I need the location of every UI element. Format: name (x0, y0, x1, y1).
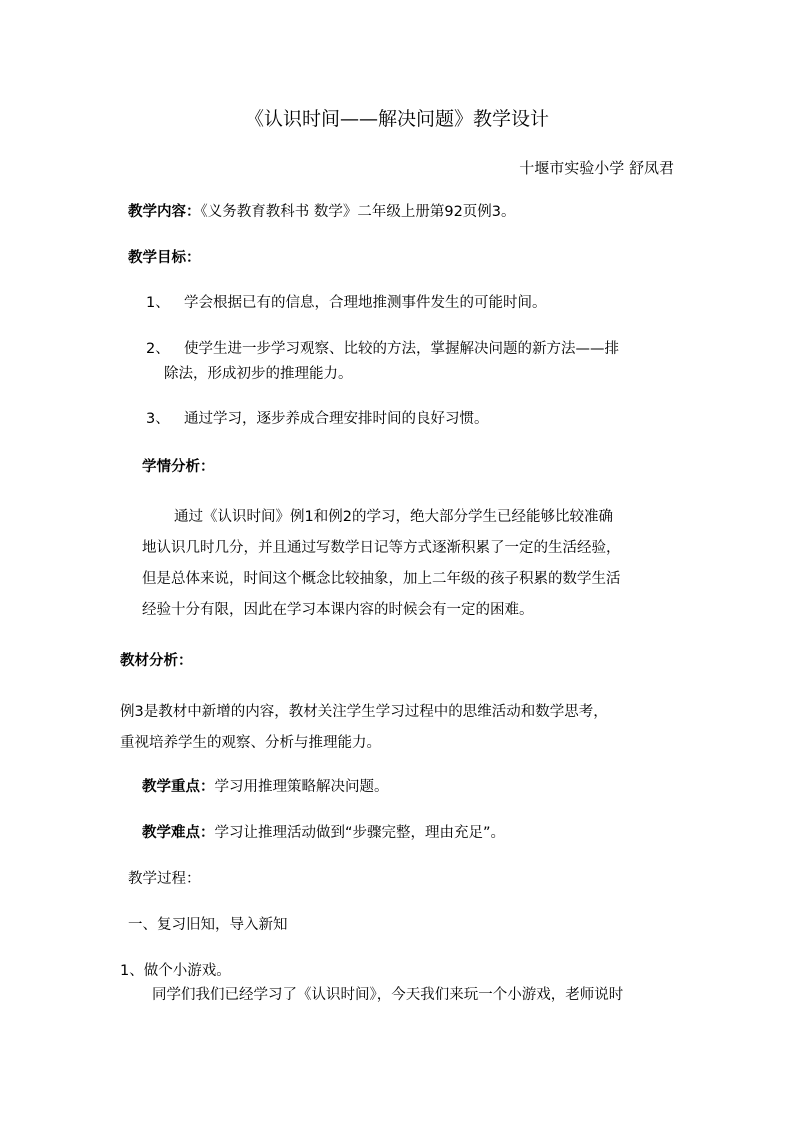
learning-paragraph-line: 通过《认识时间》例1和例2的学习，绝大部分学生已经能够比较准确 (174, 509, 613, 525)
material-paragraph-line: 重视培养学生的观察、分析与推理能力。 (120, 735, 381, 751)
section-heading: 一、复习旧知，导入新知 (128, 917, 288, 933)
goal-number: 3、 (146, 411, 170, 427)
learning-paragraph-line: 但是总体来说，时间这个概念比较抽象，加上二年级的孩子积累的数学生活 (142, 571, 621, 587)
material-paragraph-line: 例3是教材中新增的内容，教材关注学生学习过程中的思维活动和数学思考， (120, 704, 608, 720)
key-point-label: 教学重点： (142, 779, 215, 795)
learning-paragraph-line: 经验十分有限，因此在学习本课内容的时候会有一定的困难。 (142, 602, 534, 618)
goal-item-3 (146, 409, 489, 429)
content-text: 《义务教育教科书 数学》二年级上册第92页例3。 (200, 204, 516, 220)
step-paragraph-line: 同学们我们已经学习了《认识时间》，今天我们来玩一个小游戏，老师说时 (152, 987, 624, 1003)
goal-text: 通过学习，逐步养成合理安排时间的良好习惯。 (184, 411, 489, 427)
process-heading: 教学过程： (128, 871, 201, 887)
difficulty-text: 学习让推理活动做到“步骤完整，理由充足”。 (214, 825, 506, 841)
key-point-line (142, 777, 389, 797)
key-point-text: 学习用推理策略解决问题。 (214, 779, 389, 795)
goal-item-1 (146, 293, 547, 313)
goal-number: 2、 (146, 341, 170, 357)
difficulty-line (142, 823, 505, 843)
goal-text: 使学生进一步学习观察、比较的方法，掌握解决问题的新方法——排 (184, 341, 619, 357)
goal-number: 1、 (146, 295, 170, 311)
learning-heading: 学情分析： (142, 459, 215, 475)
difficulty-label: 教学难点： (142, 825, 215, 841)
learning-paragraph-line: 地认识几时几分，并且通过写数学日记等方式逐渐积累了一定的生活经验， (142, 540, 621, 556)
content-line (128, 202, 516, 222)
author-line: 十堰市实验小学 舒凤君 (519, 159, 674, 177)
document-title: 《认识时间——解决问题》教学设计 (244, 108, 549, 130)
goal-item-2 (146, 339, 619, 359)
goal-text: 学会根据已有的信息，合理地推测事件发生的可能时间。 (184, 295, 547, 311)
goals-heading: 教学目标： (128, 250, 201, 266)
goal-item-2-continued: 除法，形成初步的推理能力。 (164, 366, 353, 382)
material-heading: 教材分析： (120, 653, 193, 669)
step-heading: 1、做个小游戏。 (120, 963, 231, 979)
content-label: 教学内容： (128, 204, 201, 220)
